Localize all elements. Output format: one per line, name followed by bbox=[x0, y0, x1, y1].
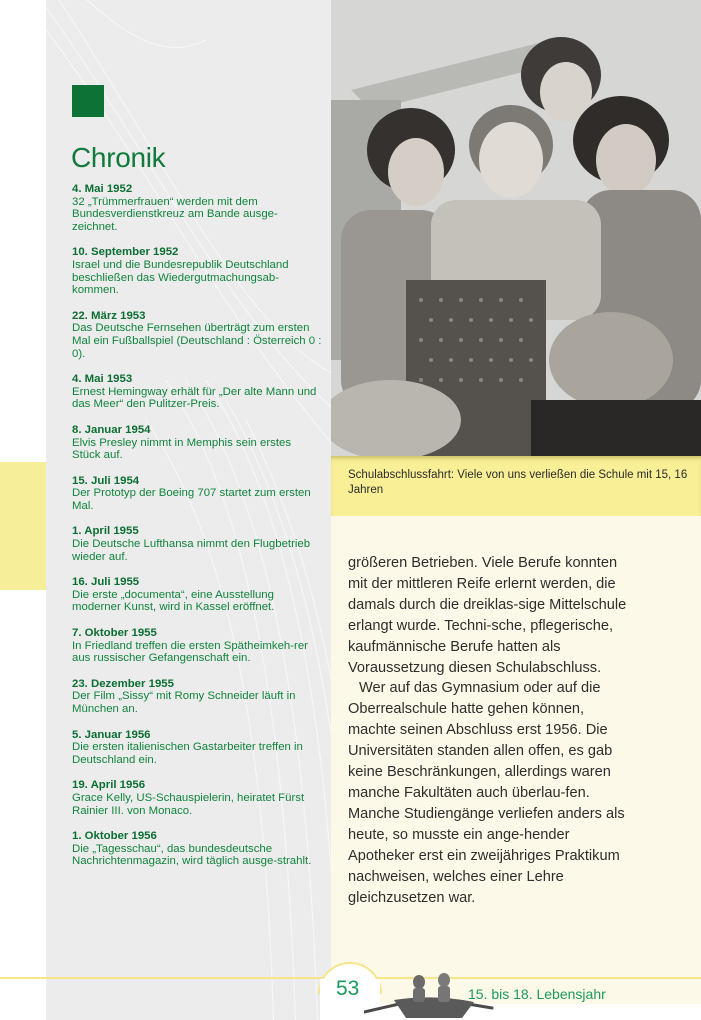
chronicle-entry bbox=[72, 525, 322, 563]
entry-text: Die „Tagesschau“, das bundesdeutsche Nachrichtenmagazin, wird täglich ausge-strahlt. bbox=[72, 842, 312, 868]
body-text bbox=[348, 553, 628, 908]
chronicle-entry bbox=[72, 627, 322, 665]
entry-text: Der Film „Sissy“ mit Romy Schneider läuft in München an. bbox=[72, 690, 296, 715]
entry-date: 4. Mai 1952 bbox=[72, 183, 133, 195]
chronicle-entry bbox=[72, 183, 322, 233]
entry-text: Israel und die Bundesrepublik Deutschland beschließen das Wiedergutmachungsab-kommen. bbox=[72, 258, 289, 297]
chronicle-entry bbox=[72, 424, 322, 462]
chronicle-entry bbox=[72, 310, 322, 360]
chronicle-entry bbox=[72, 779, 322, 817]
entry-text: Ernest Hemingway erhält für „Der alte Mann und das Meer“ den Pulitzer-Preis. bbox=[72, 385, 317, 411]
entry-date: 4. Mai 1953 bbox=[72, 373, 133, 386]
page-number: 53 bbox=[336, 977, 360, 1000]
chronicle-entry bbox=[72, 830, 322, 868]
chronicle-title: Chronik bbox=[71, 142, 166, 173]
entry-date: 7. Oktober 1955 bbox=[72, 627, 157, 640]
entry-date: 22. März 1953 bbox=[72, 309, 146, 322]
chronicle-entry bbox=[72, 475, 322, 513]
section-marker-square bbox=[72, 85, 104, 117]
section-age-label: 15. bis 18. Lebensjahr bbox=[468, 986, 606, 1002]
entry-text: Elvis Presley nimmt in Memphis sein erstes Stück auf. bbox=[72, 436, 292, 462]
entry-date: 8. Januar 1954 bbox=[72, 423, 151, 436]
body-paragraph: größeren Betrieben. Viele Berufe konnten mit der mittleren Reife erlernt werden, die damals durch die dreiklas-sige Mittelschule erlangt wurde. Techni-sche, pflegerische, kaufmännische Berufe hatten als Voraussetzung diesen Schulabschluss. bbox=[348, 555, 627, 676]
entry-date: 19. April 1956 bbox=[72, 779, 146, 792]
entry-text: Grace Kelly, US-Schauspielerin, heiratet Fürst Rainier III. von Monaco. bbox=[72, 791, 305, 817]
body-paragraph: Wer auf das Gymnasium oder auf die Oberrealschule hatte gehen können, machte seinen Abschluss erst 1956. Die Universitäten standen allen offen, es gab keine Beschränkungen, allerdings waren manche Fakultäten auch überlau-fen. Manche Studiengänge verliefen anders als heute, so musste ein ange-hender Apotheker erst ein zweijähriges Praktikum nachweisen, welches einer Lehre gleichzusetzen war. bbox=[348, 680, 625, 906]
entry-text: Das Deutsche Fernsehen überträgt zum ersten Mal ein Fußballspiel (Deutschland : Österreich 0 : 0). bbox=[72, 322, 322, 360]
entry-text: Der Prototyp der Boeing 707 startet zum ersten Mal. bbox=[72, 487, 311, 512]
side-tab-marker bbox=[0, 462, 46, 590]
entry-date: 15. Juli 1954 bbox=[72, 474, 140, 487]
entry-text: Die ersten italienischen Gastarbeiter treffen in Deutschland ein. bbox=[72, 741, 303, 766]
entry-date: 1. April 1955 bbox=[72, 525, 139, 538]
group-photo bbox=[331, 0, 701, 456]
entry-date: 10. September 1952 bbox=[72, 246, 179, 259]
chronicle-entry bbox=[72, 729, 322, 767]
entry-date: 16. Juli 1955 bbox=[72, 576, 140, 589]
chronicle-entry bbox=[72, 576, 322, 614]
chronicle-entry bbox=[72, 246, 322, 296]
entry-text: In Friedland treffen die ersten Spätheimkeh-rer aus russischer Gefangenschaft ein. bbox=[72, 639, 308, 665]
entry-date: 1. Oktober 1956 bbox=[72, 830, 157, 843]
entry-date: 23. Dezember 1955 bbox=[72, 677, 174, 690]
chronicle-list bbox=[72, 183, 322, 881]
entry-text: Die Deutsche Lufthansa nimmt den Flugbetrieb wieder auf. bbox=[72, 538, 311, 563]
entry-date: 5. Januar 1956 bbox=[72, 728, 151, 741]
entry-text: Die erste „documenta“, eine Ausstellung moderner Kunst, wird in Kassel eröffnet. bbox=[72, 588, 275, 614]
chronicle-entry bbox=[72, 678, 322, 716]
chronicle-entry bbox=[72, 373, 322, 411]
photo-caption: Schulabschlussfahrt: Viele von uns verließen die Schule mit 15, 16 Jahren bbox=[348, 469, 688, 496]
entry-text: 32 „Trümmerfrauen“ werden mit dem Bundesverdienstkreuz am Bande ausge-zeichnet. bbox=[72, 195, 278, 233]
photo-illustration bbox=[331, 0, 701, 456]
